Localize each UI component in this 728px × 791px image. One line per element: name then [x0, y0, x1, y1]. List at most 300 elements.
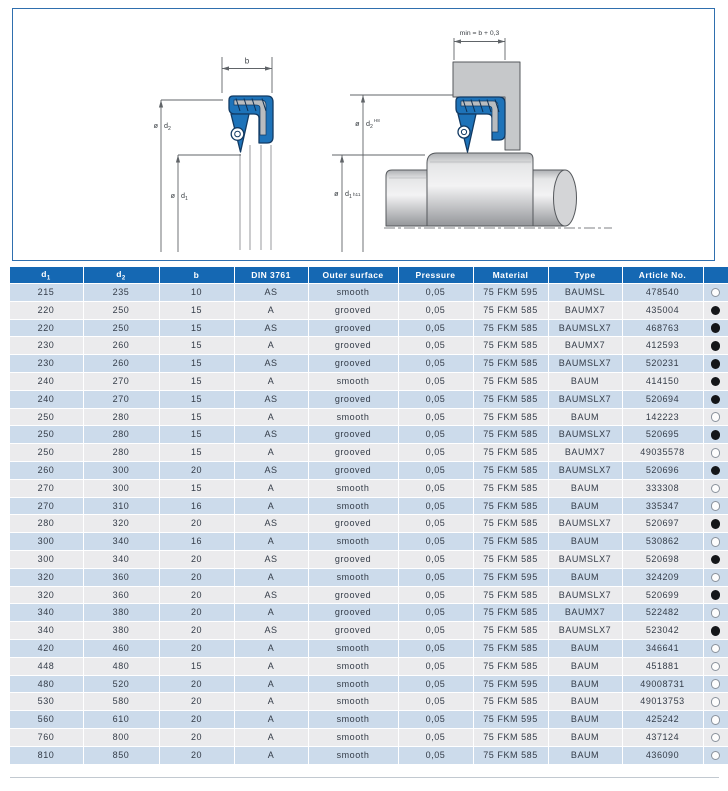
cell-material: 75 FKM 585: [474, 480, 548, 497]
cell-din: A: [235, 480, 308, 497]
cell-material: 75 FKM 585: [474, 498, 548, 515]
cell-b: 15: [160, 320, 234, 337]
cell-type: BAUM: [549, 480, 622, 497]
availability-open-icon: [711, 484, 721, 494]
cell-b: 15: [160, 409, 234, 426]
cell-pressure: 0,05: [399, 658, 473, 675]
cell-d1: 420: [10, 640, 83, 657]
column-header-outer-surface: Outer surface: [309, 267, 398, 283]
table-row: [10, 284, 728, 301]
cell-availability: [704, 462, 728, 479]
availability-filled-icon: [711, 466, 721, 476]
cell-surface: grooved: [309, 622, 398, 639]
cell-d1: 250: [10, 409, 83, 426]
cell-d1: 230: [10, 355, 83, 372]
cell-d1: 300: [10, 533, 83, 550]
cell-type: BAUMSLX7: [549, 355, 622, 372]
cell-article: 520697: [623, 515, 703, 532]
cell-article: 530862: [623, 533, 703, 550]
cell-type: BAUMSLX7: [549, 462, 622, 479]
column-header-pressure: Pressure: [399, 267, 473, 283]
table-row: [10, 693, 728, 710]
cell-d2: 850: [84, 747, 159, 764]
dim-label-b: b: [244, 56, 250, 66]
table-header-row: [10, 267, 728, 283]
cell-availability: [704, 658, 728, 675]
availability-open-icon: [711, 288, 721, 298]
cell-surface: grooved: [309, 604, 398, 621]
cell-article: 520696: [623, 462, 703, 479]
cell-article: 520695: [623, 426, 703, 443]
cell-article: 324209: [623, 569, 703, 586]
cell-din: A: [235, 533, 308, 550]
cell-d2: 360: [84, 569, 159, 586]
cell-d2: 340: [84, 551, 159, 568]
cell-d1: 270: [10, 498, 83, 515]
availability-filled-icon: [711, 306, 721, 316]
cell-article: 335347: [623, 498, 703, 515]
cell-material: 75 FKM 585: [474, 515, 548, 532]
cell-pressure: 0,05: [399, 711, 473, 728]
availability-open-icon: [711, 733, 721, 743]
cell-d2: 280: [84, 409, 159, 426]
availability-filled-icon: [711, 555, 721, 565]
table-row: [10, 337, 728, 354]
dim-label-d1-right: $d_1^{h11}$: [345, 189, 361, 201]
cell-pressure: 0,05: [399, 747, 473, 764]
cell-d2: 235: [84, 284, 159, 301]
cell-availability: [704, 640, 728, 657]
cell-surface: smooth: [309, 640, 398, 657]
cell-b: 15: [160, 658, 234, 675]
cell-type: BAUMSLX7: [549, 515, 622, 532]
table-body: [10, 284, 728, 764]
table-row: [10, 320, 728, 337]
cell-availability: [704, 498, 728, 515]
cell-material: 75 FKM 585: [474, 373, 548, 390]
cell-pressure: 0,05: [399, 515, 473, 532]
cell-pressure: 0,05: [399, 337, 473, 354]
cell-din: AS: [235, 284, 308, 301]
cell-surface: grooved: [309, 426, 398, 443]
cell-article: 49035578: [623, 444, 703, 461]
cell-article: 49008731: [623, 676, 703, 693]
cell-b: 15: [160, 302, 234, 319]
cell-material: 75 FKM 585: [474, 587, 548, 604]
installation-diagram: [332, 30, 612, 252]
availability-filled-icon: [711, 377, 721, 387]
cell-din: A: [235, 498, 308, 515]
seal-profile-diagram: [154, 57, 273, 253]
column-header-d2: $d_2$: [84, 267, 159, 283]
cell-d1: 480: [10, 676, 83, 693]
cell-pressure: 0,05: [399, 729, 473, 746]
cell-article: 468763: [623, 320, 703, 337]
cell-din: A: [235, 640, 308, 657]
cell-material: 75 FKM 585: [474, 337, 548, 354]
cell-surface: smooth: [309, 729, 398, 746]
cell-article: 520699: [623, 587, 703, 604]
cell-material: 75 FKM 595: [474, 676, 548, 693]
cell-material: 75 FKM 585: [474, 444, 548, 461]
cell-availability: [704, 515, 728, 532]
cell-d2: 250: [84, 302, 159, 319]
cell-pressure: 0,05: [399, 462, 473, 479]
cell-d2: 310: [84, 498, 159, 515]
parts-table-container: [9, 266, 721, 765]
cell-d2: 250: [84, 320, 159, 337]
cell-material: 75 FKM 585: [474, 426, 548, 443]
cell-d1: 270: [10, 480, 83, 497]
cell-b: 20: [160, 551, 234, 568]
availability-filled-icon: [711, 341, 721, 351]
availability-open-icon: [711, 697, 721, 707]
cell-article: 523042: [623, 622, 703, 639]
cell-b: 20: [160, 587, 234, 604]
table-row: [10, 498, 728, 515]
table-row: [10, 711, 728, 728]
cell-material: 75 FKM 585: [474, 551, 548, 568]
cell-d2: 300: [84, 462, 159, 479]
cell-article: 333308: [623, 480, 703, 497]
cell-type: BAUMSLX7: [549, 587, 622, 604]
cell-din: A: [235, 337, 308, 354]
cell-material: 75 FKM 585: [474, 320, 548, 337]
cell-pressure: 0,05: [399, 426, 473, 443]
column-header-b: b: [160, 267, 234, 283]
cell-b: 15: [160, 480, 234, 497]
cell-availability: [704, 569, 728, 586]
cell-b: 15: [160, 373, 234, 390]
dim-label-d2-dia-right: ø: [355, 119, 360, 128]
column-header-type: Type: [549, 267, 622, 283]
cell-surface: smooth: [309, 747, 398, 764]
cell-d2: 480: [84, 658, 159, 675]
cell-availability: [704, 391, 728, 408]
table-row: [10, 426, 728, 443]
cell-d1: 300: [10, 551, 83, 568]
cell-pressure: 0,05: [399, 693, 473, 710]
cell-surface: grooved: [309, 302, 398, 319]
cell-d2: 340: [84, 533, 159, 550]
cell-d2: 280: [84, 444, 159, 461]
table-row: [10, 515, 728, 532]
cell-type: BAUM: [549, 747, 622, 764]
cell-material: 75 FKM 585: [474, 658, 548, 675]
cell-din: A: [235, 676, 308, 693]
shaft: [386, 153, 577, 226]
cell-availability: [704, 337, 728, 354]
availability-filled-icon: [711, 395, 721, 405]
cell-d1: 240: [10, 391, 83, 408]
cell-availability: [704, 622, 728, 639]
cell-din: A: [235, 658, 308, 675]
cell-pressure: 0,05: [399, 498, 473, 515]
cell-article: 142223: [623, 409, 703, 426]
cell-type: BAUMX7: [549, 302, 622, 319]
cell-availability: [704, 747, 728, 764]
cell-article: 425242: [623, 711, 703, 728]
cell-b: 15: [160, 426, 234, 443]
cell-pressure: 0,05: [399, 480, 473, 497]
cell-article: 520698: [623, 551, 703, 568]
cell-d1: 250: [10, 444, 83, 461]
cell-b: 20: [160, 729, 234, 746]
cell-material: 75 FKM 585: [474, 302, 548, 319]
availability-open-icon: [711, 501, 721, 511]
availability-filled-icon: [711, 430, 721, 440]
dim-label-d2-right: $d_2^{H8}$: [366, 117, 380, 131]
cell-type: BAUMSLX7: [549, 551, 622, 568]
cell-b: 15: [160, 355, 234, 372]
table-row: [10, 391, 728, 408]
cell-type: BAUM: [549, 676, 622, 693]
cell-type: BAUM: [549, 640, 622, 657]
cell-d2: 260: [84, 337, 159, 354]
column-header-material: Material: [474, 267, 548, 283]
cell-availability: [704, 426, 728, 443]
cell-surface: grooved: [309, 320, 398, 337]
cell-pressure: 0,05: [399, 391, 473, 408]
cell-material: 75 FKM 585: [474, 640, 548, 657]
cell-material: 75 FKM 585: [474, 622, 548, 639]
cell-availability: [704, 480, 728, 497]
cell-type: BAUMSL: [549, 284, 622, 301]
cell-d1: 230: [10, 337, 83, 354]
cell-type: BAUM: [549, 658, 622, 675]
table-row: [10, 569, 728, 586]
cell-pressure: 0,05: [399, 284, 473, 301]
cell-material: 75 FKM 595: [474, 711, 548, 728]
cell-availability: [704, 302, 728, 319]
cell-article: 414150: [623, 373, 703, 390]
cell-material: 75 FKM 595: [474, 284, 548, 301]
cell-d1: 220: [10, 302, 83, 319]
cell-pressure: 0,05: [399, 320, 473, 337]
cell-d1: 340: [10, 622, 83, 639]
cell-din: A: [235, 373, 308, 390]
cell-pressure: 0,05: [399, 373, 473, 390]
cell-material: 75 FKM 585: [474, 693, 548, 710]
cell-din: AS: [235, 391, 308, 408]
cell-type: BAUM: [549, 711, 622, 728]
cell-type: BAUMSLX7: [549, 391, 622, 408]
table-bottom-rule: [10, 777, 719, 778]
availability-filled-icon: [711, 359, 721, 369]
cell-surface: smooth: [309, 569, 398, 586]
table-row: [10, 533, 728, 550]
technical-drawings: [12, 8, 715, 261]
cell-d2: 460: [84, 640, 159, 657]
cell-pressure: 0,05: [399, 640, 473, 657]
cell-b: 20: [160, 569, 234, 586]
cell-material: 75 FKM 585: [474, 604, 548, 621]
cell-b: 16: [160, 533, 234, 550]
cell-material: 75 FKM 595: [474, 569, 548, 586]
shaft-end-face: [554, 170, 577, 226]
cell-d1: 250: [10, 426, 83, 443]
cell-type: BAUM: [549, 409, 622, 426]
cell-din: AS: [235, 622, 308, 639]
cell-material: 75 FKM 585: [474, 391, 548, 408]
cell-article: 346641: [623, 640, 703, 657]
cell-b: 20: [160, 640, 234, 657]
cell-surface: smooth: [309, 533, 398, 550]
cell-material: 75 FKM 585: [474, 729, 548, 746]
cell-d1: 810: [10, 747, 83, 764]
cell-b: 16: [160, 498, 234, 515]
cell-din: A: [235, 569, 308, 586]
cell-availability: [704, 676, 728, 693]
cell-pressure: 0,05: [399, 551, 473, 568]
cell-d1: 215: [10, 284, 83, 301]
cell-availability: [704, 693, 728, 710]
cell-article: 437124: [623, 729, 703, 746]
cell-d2: 260: [84, 355, 159, 372]
cell-availability: [704, 587, 728, 604]
cell-article: 451881: [623, 658, 703, 675]
cell-d2: 270: [84, 391, 159, 408]
cell-pressure: 0,05: [399, 587, 473, 604]
cell-surface: grooved: [309, 515, 398, 532]
installed-garter-spring: [458, 126, 470, 138]
availability-open-icon: [711, 715, 721, 725]
cell-d2: 280: [84, 426, 159, 443]
availability-open-icon: [711, 608, 721, 618]
cell-availability: [704, 409, 728, 426]
cell-availability: [704, 373, 728, 390]
table-row: [10, 373, 728, 390]
dim-label-min: min = b + 0,3: [459, 30, 500, 37]
dimension-lines-left: [159, 57, 272, 252]
cell-d2: 380: [84, 622, 159, 639]
cell-availability: [704, 320, 728, 337]
availability-filled-icon: [711, 590, 721, 600]
cell-surface: grooved: [309, 587, 398, 604]
cell-din: A: [235, 444, 308, 461]
table-row: [10, 551, 728, 568]
cell-d1: 530: [10, 693, 83, 710]
cell-d2: 300: [84, 480, 159, 497]
cell-type: BAUMSLX7: [549, 320, 622, 337]
cell-din: AS: [235, 515, 308, 532]
cell-b: 10: [160, 284, 234, 301]
table-row: [10, 729, 728, 746]
cell-din: A: [235, 604, 308, 621]
cell-b: 20: [160, 676, 234, 693]
table-row: [10, 676, 728, 693]
cell-b: 15: [160, 444, 234, 461]
cell-availability: [704, 444, 728, 461]
table-row: [10, 409, 728, 426]
cell-type: BAUMSLX7: [549, 426, 622, 443]
cell-b: 20: [160, 462, 234, 479]
cell-type: BAUM: [549, 498, 622, 515]
cell-b: 20: [160, 515, 234, 532]
availability-open-icon: [711, 644, 721, 654]
cell-article: 436090: [623, 747, 703, 764]
cell-d2: 610: [84, 711, 159, 728]
cell-pressure: 0,05: [399, 569, 473, 586]
garter-spring: [231, 128, 244, 141]
cell-din: A: [235, 302, 308, 319]
cell-article: 49013753: [623, 693, 703, 710]
cell-type: BAUM: [549, 729, 622, 746]
cell-surface: smooth: [309, 711, 398, 728]
cell-b: 20: [160, 622, 234, 639]
cell-surface: grooved: [309, 355, 398, 372]
cell-pressure: 0,05: [399, 533, 473, 550]
table-row: [10, 355, 728, 372]
cell-din: A: [235, 729, 308, 746]
cell-din: AS: [235, 355, 308, 372]
cell-d1: 448: [10, 658, 83, 675]
cell-availability: [704, 533, 728, 550]
table-row: [10, 587, 728, 604]
cell-surface: smooth: [309, 373, 398, 390]
cell-surface: smooth: [309, 676, 398, 693]
cell-d1: 240: [10, 373, 83, 390]
cell-d1: 260: [10, 462, 83, 479]
cell-article: 520694: [623, 391, 703, 408]
dim-label-d2-dia: ø: [153, 121, 158, 130]
column-header-availability: [704, 267, 728, 283]
cell-d2: 360: [84, 587, 159, 604]
cell-type: BAUMX7: [549, 337, 622, 354]
cell-type: BAUMX7: [549, 604, 622, 621]
availability-filled-icon: [711, 323, 721, 333]
availability-open-icon: [711, 679, 721, 689]
cell-surface: smooth: [309, 658, 398, 675]
cell-b: 20: [160, 693, 234, 710]
cell-material: 75 FKM 585: [474, 355, 548, 372]
cell-d2: 320: [84, 515, 159, 532]
cell-surface: smooth: [309, 284, 398, 301]
cell-article: 520231: [623, 355, 703, 372]
table-row: [10, 462, 728, 479]
table-row: [10, 444, 728, 461]
cell-din: A: [235, 711, 308, 728]
cell-din: A: [235, 409, 308, 426]
cell-article: 412593: [623, 337, 703, 354]
cell-article: 522482: [623, 604, 703, 621]
cell-surface: smooth: [309, 409, 398, 426]
cell-surface: smooth: [309, 480, 398, 497]
cell-article: 435004: [623, 302, 703, 319]
shaft-large-section: [427, 153, 533, 226]
cell-din: AS: [235, 462, 308, 479]
cell-din: AS: [235, 551, 308, 568]
cell-d1: 560: [10, 711, 83, 728]
dim-label-d1-dia: ø: [170, 191, 175, 200]
cell-din: AS: [235, 587, 308, 604]
cell-surface: smooth: [309, 693, 398, 710]
cell-surface: grooved: [309, 391, 398, 408]
cell-pressure: 0,05: [399, 622, 473, 639]
cell-availability: [704, 729, 728, 746]
table-row: [10, 640, 728, 657]
cell-d2: 380: [84, 604, 159, 621]
cell-pressure: 0,05: [399, 302, 473, 319]
availability-filled-icon: [711, 519, 721, 529]
cell-pressure: 0,05: [399, 604, 473, 621]
cell-type: BAUM: [549, 569, 622, 586]
cell-article: 478540: [623, 284, 703, 301]
cell-b: 15: [160, 391, 234, 408]
dim-label-d2: $d_2$: [164, 121, 171, 133]
column-header-d1: $d_1$: [10, 267, 83, 283]
cell-type: BAUM: [549, 693, 622, 710]
